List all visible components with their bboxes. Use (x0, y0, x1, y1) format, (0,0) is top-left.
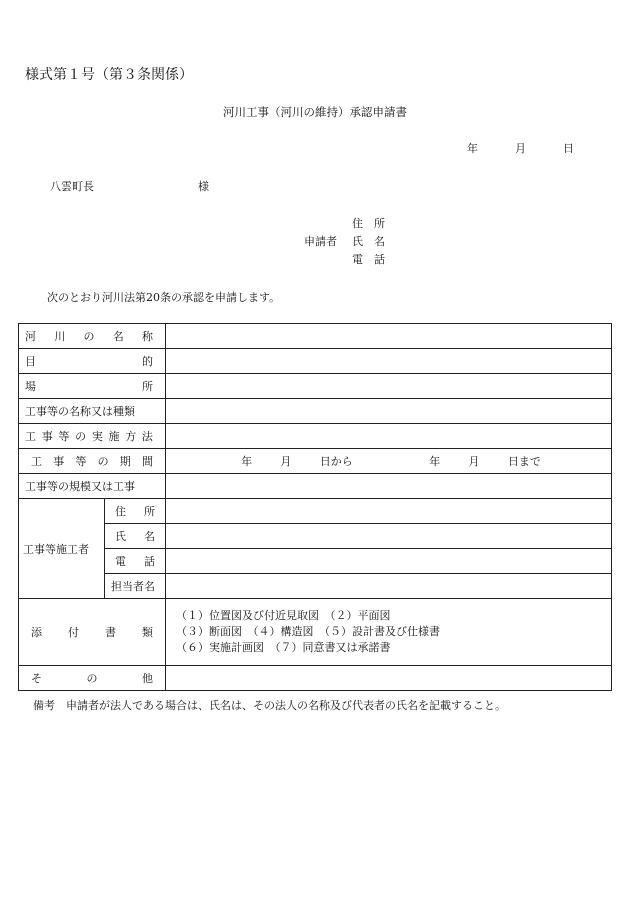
label-location: 場 所 (19, 374, 166, 399)
row-scale (19, 474, 612, 499)
attachment-line: （６）実施計画図 （７）同意書又は承諾書 (176, 641, 391, 654)
applicant-address-label: 住 所 (352, 217, 385, 230)
value-scale[interactable] (166, 474, 612, 499)
label-contractor-phone: 電 話 (105, 549, 166, 574)
date-year: 年 (467, 142, 478, 155)
date-day: 日 (563, 142, 574, 155)
row-purpose (19, 349, 612, 374)
value-river-name[interactable] (166, 324, 612, 349)
label-contractor: 工事等施工者 (19, 499, 105, 599)
label-method: 工 事 等 の 実 施 方 法 (19, 424, 166, 449)
row-work-name (19, 399, 612, 424)
addressee-honorific: 様 (198, 180, 209, 193)
row-other (19, 666, 612, 691)
value-contractor-name[interactable] (166, 524, 612, 549)
attachment-line: （３）断面図 （４）構造図 （５）設計書及び仕様書 (176, 625, 440, 638)
value-purpose[interactable] (166, 349, 612, 374)
label-attachments: 添 付 書 類 (19, 599, 166, 666)
date-month: 月 (515, 142, 526, 155)
applicant-phone-label: 電 話 (352, 253, 385, 266)
addressee-name: 八雲町長 (50, 180, 94, 193)
row-contractor-name (19, 524, 612, 549)
label-contractor-person: 担当者名 (105, 574, 166, 599)
label-contractor-address: 住 所 (105, 499, 166, 524)
value-work-name[interactable] (166, 399, 612, 424)
label-period: 工 事 等 の 期 間 (19, 449, 166, 474)
label-other: そ の 他 (19, 666, 166, 691)
value-contractor-phone[interactable] (166, 549, 612, 574)
value-location[interactable] (166, 374, 612, 399)
row-river-name (19, 324, 612, 349)
row-attachments (19, 599, 612, 666)
value-period[interactable]: 年 月 日から 年 月 日まで (166, 449, 612, 474)
label-scale: 工事等の規模又は工事 (19, 474, 166, 499)
statement: 次のとおり河川法第20条の承認を申請します。 (47, 291, 281, 304)
label-work-name: 工事等の名称又は種類 (19, 399, 166, 424)
attachment-line: （１）位置図及び付近見取図 （２）平面図 (176, 609, 391, 622)
row-contractor-address (19, 499, 612, 524)
application-table (18, 323, 612, 691)
label-river-name: 河 川 の 名 称 (19, 324, 166, 349)
value-attachments (166, 599, 612, 666)
label-contractor-name: 氏 名 (105, 524, 166, 549)
row-contractor-phone (19, 549, 612, 574)
value-other[interactable] (166, 666, 612, 691)
row-period (19, 449, 612, 474)
applicant-label: 申請者 (304, 235, 337, 248)
document-title: 河川工事（河川の維持）承認申請書 (223, 105, 407, 119)
row-location (19, 374, 612, 399)
row-method (19, 424, 612, 449)
value-contractor-address[interactable] (166, 499, 612, 524)
applicant-name-label: 氏 名 (352, 235, 385, 248)
value-method[interactable] (166, 424, 612, 449)
value-contractor-person[interactable] (166, 574, 612, 599)
note: 備考 申請者が法人である場合は、氏名は、その法人の名称及び代表者の氏名を記載すること。 (33, 699, 506, 712)
label-purpose: 目 的 (19, 349, 166, 374)
form-number: 様式第１号（第３条関係） (25, 67, 193, 83)
row-contractor-person (19, 574, 612, 599)
